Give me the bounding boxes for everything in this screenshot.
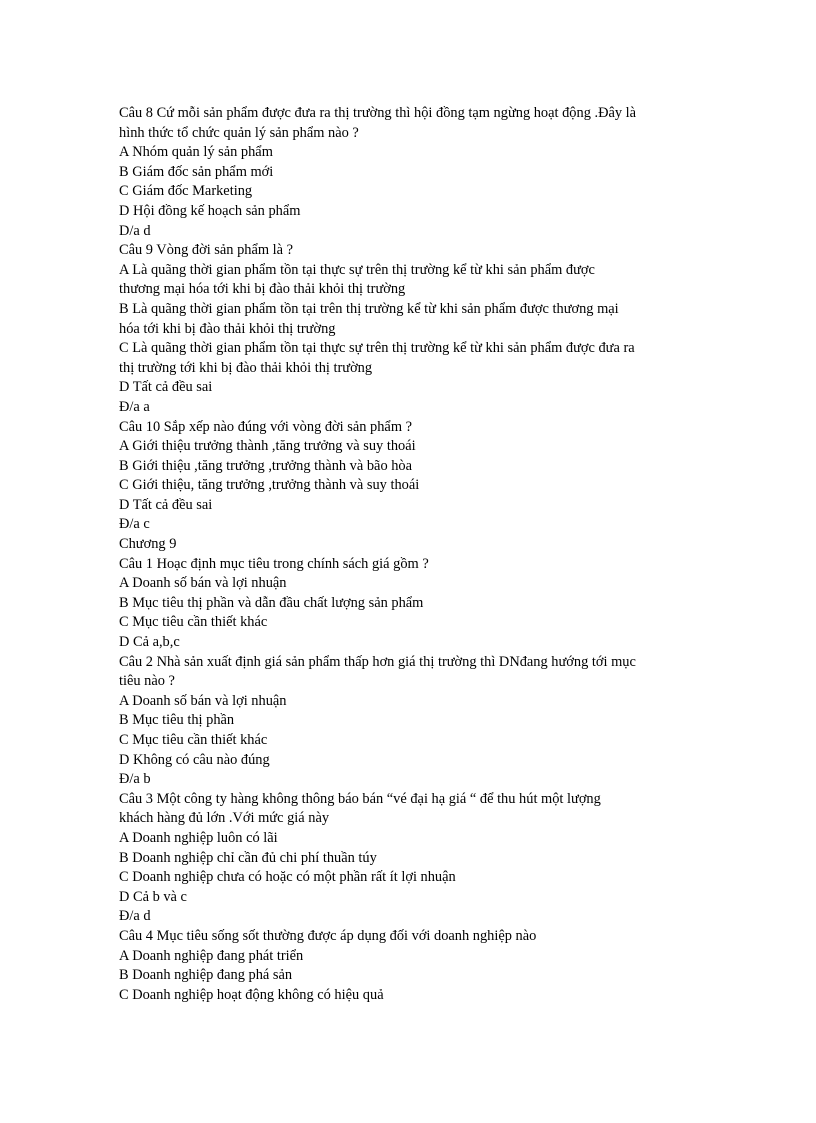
- text-line: thương mại hóa tới khi bị đào thải khỏi thị trường: [119, 281, 406, 298]
- text-line: Câu 10 Sắp xếp nào đúng với vòng đời sản phẩm ?: [119, 418, 412, 435]
- text-line: Đ/a a: [119, 398, 150, 415]
- text-line: C Mục tiêu cần thiết khác: [119, 732, 268, 748]
- text-line: Câu 9 Vòng đời sản phẩm là ?: [119, 242, 294, 259]
- text-line: hóa tới khi bị đào thải khỏi thị trường: [119, 320, 336, 337]
- text-line: Câu 4 Mục tiêu sống sốt thường được áp dụng đối với doanh nghiệp nào: [119, 927, 537, 944]
- text-line: Đ/a d: [119, 908, 151, 925]
- text-line: D Cả b và c: [119, 888, 187, 905]
- text-line: hình thức tổ chức quản lý sản phẩm nào ?: [119, 124, 359, 141]
- text-line: A Doanh số bán và lợi nhuận: [119, 575, 287, 592]
- text-line: D Không có câu nào đúng: [119, 751, 270, 768]
- text-line: Câu 1 Hoạc định mục tiêu trong chính sách giá gồm ?: [119, 555, 429, 572]
- text-line: C Doanh nghiệp hoạt động không có hiệu quả: [119, 986, 384, 1003]
- text-line: A Doanh số bán và lợi nhuận: [119, 692, 287, 709]
- text-line: A Giới thiệu trưởng thành ,tăng trưởng và suy thoái: [119, 438, 416, 455]
- text-line: B Mục tiêu thị phần và dẫn đầu chất lượng sản phẩm: [119, 594, 424, 611]
- text-line: B Doanh nghiệp chỉ cần đủ chi phí thuần túy: [119, 849, 377, 866]
- text-line: A Nhóm quản lý sản phẩm: [119, 144, 273, 161]
- text-line: D Hội đồng kế hoạch sản phẩm: [119, 202, 301, 219]
- text-line: B Là quãng thời gian phẩm tồn tại trên thị trường kể từ khi sản phẩm được thương mại: [119, 300, 619, 317]
- text-line: khách hàng đủ lớn .Với mức giá này: [119, 810, 330, 827]
- text-line: B Giới thiệu ,tăng trưởng ,trưởng thành và bão hòa: [119, 457, 413, 474]
- text-line: Đ/a b: [119, 771, 151, 788]
- text-line: A Là quãng thời gian phẩm tồn tại thực sự trên thị trường kể từ khi sản phẩm được: [119, 261, 595, 278]
- text-line: A Doanh nghiệp đang phát triển: [119, 947, 304, 964]
- text-line: A Doanh nghiệp luôn có lãi: [119, 829, 278, 846]
- text-line: Chương 9: [119, 536, 177, 553]
- text-line: D Tất cả đều sai: [119, 496, 213, 513]
- text-line: Câu 8 Cứ mỗi sản phẩm được đưa ra thị trường thì hội đồng tạm ngừng hoạt động .Đây là: [119, 105, 637, 121]
- text-line: D Cả a,b,c: [119, 634, 180, 651]
- document-body: [119, 104, 709, 1005]
- text-line: D Tất cả đều sai: [119, 379, 213, 396]
- text-line: thị trường tới khi bị đào thải khỏi thị trường: [119, 359, 373, 376]
- text-line: C Mục tiêu cần thiết khác: [119, 614, 268, 631]
- text-line: C Giám đốc Marketing: [119, 183, 253, 200]
- text-line: C Là quãng thời gian phẩm tồn tại thực sự trên thị trường kể từ khi sản phẩm được đưa ra: [119, 340, 635, 357]
- text-line: D/a d: [119, 222, 151, 239]
- text-line: Câu 2 Nhà sản xuất định giá sản phẩm thấp hơn giá thị trường thì DNđang hướng tới mục: [119, 653, 636, 670]
- text-line: B Mục tiêu thị phần: [119, 712, 235, 729]
- text-line: tiêu nào ?: [119, 673, 175, 690]
- text-line: Câu 3 Một công ty hàng không thông báo bán “vé đại hạ giá “ để thu hút một lượng: [119, 790, 601, 807]
- text-line: B Doanh nghiệp đang phá sản: [119, 967, 293, 984]
- text-line: C Giới thiệu, tăng trưởng ,trưởng thành và suy thoái: [119, 477, 420, 494]
- text-line: B Giám đốc sản phẩm mới: [119, 163, 274, 180]
- text-line: C Doanh nghiệp chưa có hoặc có một phần rất ít lợi nhuận: [119, 869, 456, 886]
- text-line: Đ/a c: [119, 516, 150, 533]
